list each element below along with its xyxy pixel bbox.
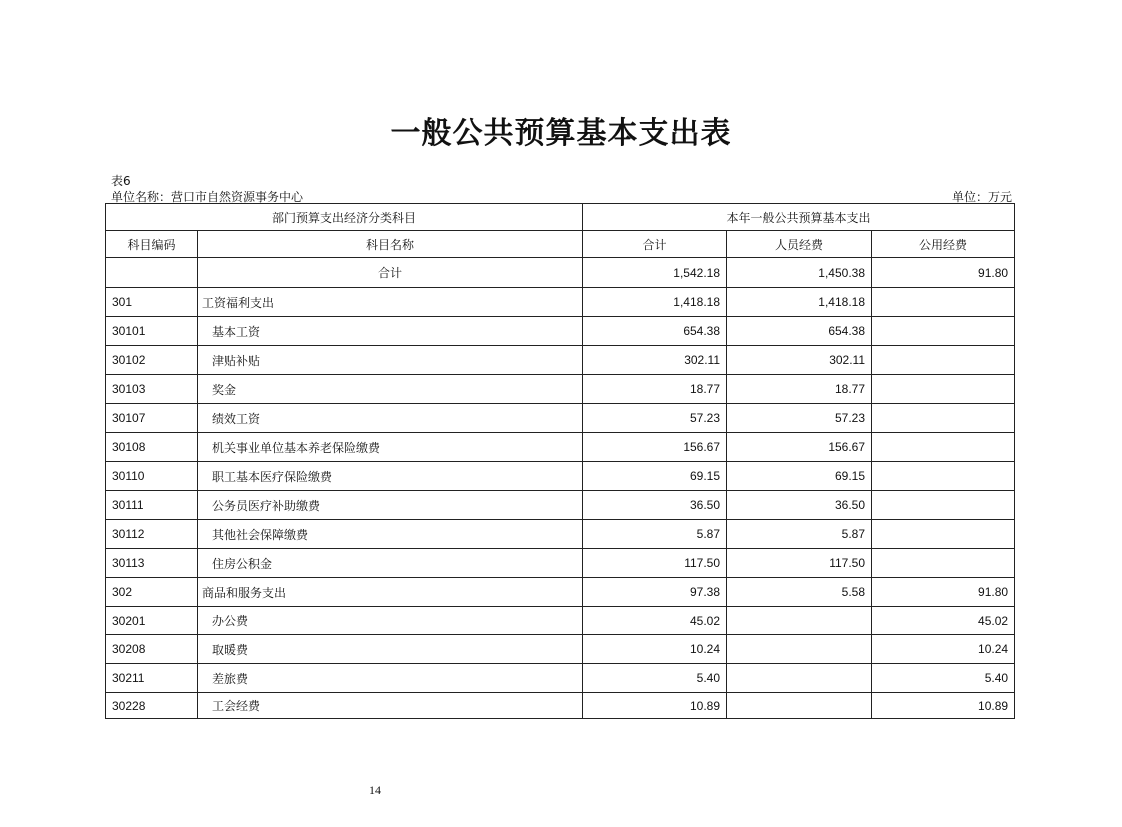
table-row: [106, 375, 1015, 404]
header-group-left: 部门预算支出经济分类科目: [106, 204, 583, 231]
row-name: 基本工资: [198, 317, 583, 346]
row-public: [872, 346, 1015, 375]
table-row: [106, 664, 1015, 693]
row-public: [872, 491, 1015, 520]
row-personnel: 5.87: [727, 520, 872, 549]
row-code: 30113: [106, 549, 198, 578]
row-name: 职工基本医疗保险缴费: [198, 462, 583, 491]
row-total: 18.77: [583, 375, 727, 404]
header-group-right: 本年一般公共预算基本支出: [583, 204, 1015, 231]
row-code: 30111: [106, 491, 198, 520]
row-total: 10.24: [583, 635, 727, 664]
row-name: 奖金: [198, 375, 583, 404]
row-code: 30228: [106, 693, 198, 719]
row-personnel: [727, 664, 872, 693]
row-personnel: 117.50: [727, 549, 872, 578]
unit-name: 单位名称：营口市自然资源事务中心: [111, 190, 304, 204]
row-total: 654.38: [583, 317, 727, 346]
row-personnel: 5.58: [727, 578, 872, 607]
total-code-cell: [106, 258, 198, 288]
header-public: 公用经费: [872, 231, 1015, 258]
row-public: 5.40: [872, 664, 1015, 693]
row-total: 97.38: [583, 578, 727, 607]
row-total: 302.11: [583, 346, 727, 375]
row-personnel: 69.15: [727, 462, 872, 491]
row-total: 36.50: [583, 491, 727, 520]
table-row: [106, 578, 1015, 607]
row-personnel: 1,418.18: [727, 288, 872, 317]
row-name: 差旅费: [198, 664, 583, 693]
budget-table: [105, 203, 1015, 719]
total-personnel: 1,450.38: [727, 258, 872, 288]
row-personnel: 654.38: [727, 317, 872, 346]
table-row: [106, 404, 1015, 433]
row-personnel: [727, 693, 872, 719]
total-row: [106, 258, 1015, 288]
row-total: 69.15: [583, 462, 727, 491]
row-code: 301: [106, 288, 198, 317]
row-name: 商品和服务支出: [198, 578, 583, 607]
row-name: 其他社会保障缴费: [198, 520, 583, 549]
row-total: 156.67: [583, 433, 727, 462]
header-code: 科目编码: [106, 231, 198, 258]
row-total: 5.40: [583, 664, 727, 693]
row-code: 30107: [106, 404, 198, 433]
row-name: 津贴补贴: [198, 346, 583, 375]
row-name: 办公费: [198, 607, 583, 635]
table-row: [106, 549, 1015, 578]
unit-label: 单位：万元: [951, 190, 1012, 204]
row-public: 91.80: [872, 578, 1015, 607]
row-public: 10.89: [872, 693, 1015, 719]
row-code: 30110: [106, 462, 198, 491]
row-code: 30208: [106, 635, 198, 664]
row-name: 公务员医疗补助缴费: [198, 491, 583, 520]
row-public: 45.02: [872, 607, 1015, 635]
row-personnel: 57.23: [727, 404, 872, 433]
row-personnel: 36.50: [727, 491, 872, 520]
row-total: 1,418.18: [583, 288, 727, 317]
row-name: 取暖费: [198, 635, 583, 664]
header-row-group: [106, 204, 1015, 231]
table-row: [106, 433, 1015, 462]
header-personnel: 人员经费: [727, 231, 872, 258]
table-row: [106, 317, 1015, 346]
header-total: 合计: [583, 231, 727, 258]
page-number: 14: [369, 783, 381, 797]
row-name: 工资福利支出: [198, 288, 583, 317]
row-personnel: 156.67: [727, 433, 872, 462]
row-total: 10.89: [583, 693, 727, 719]
row-public: [872, 520, 1015, 549]
row-public: [872, 404, 1015, 433]
row-personnel: [727, 607, 872, 635]
row-code: 30201: [106, 607, 198, 635]
row-code: 30103: [106, 375, 198, 404]
table-row: [106, 491, 1015, 520]
row-total: 117.50: [583, 549, 727, 578]
row-personnel: 18.77: [727, 375, 872, 404]
total-total: 1,542.18: [583, 258, 727, 288]
table-row: [106, 346, 1015, 375]
row-code: 302: [106, 578, 198, 607]
row-total: 57.23: [583, 404, 727, 433]
row-total: 45.02: [583, 607, 727, 635]
table-row: [106, 288, 1015, 317]
table-row: [106, 520, 1015, 549]
row-personnel: [727, 635, 872, 664]
row-public: [872, 288, 1015, 317]
row-total: 5.87: [583, 520, 727, 549]
header-name: 科目名称: [198, 231, 583, 258]
table-row: [106, 635, 1015, 664]
table-row: [106, 693, 1015, 719]
row-code: 30102: [106, 346, 198, 375]
total-label: 合计: [198, 258, 583, 288]
row-name: 绩效工资: [198, 404, 583, 433]
row-code: 30112: [106, 520, 198, 549]
row-public: 10.24: [872, 635, 1015, 664]
row-name: 住房公积金: [198, 549, 583, 578]
row-public: [872, 375, 1015, 404]
row-code: 30211: [106, 664, 198, 693]
total-public: 91.80: [872, 258, 1015, 288]
row-code: 30108: [106, 433, 198, 462]
row-name: 工会经费: [198, 693, 583, 719]
header-row-columns: [106, 231, 1015, 258]
page-title: 一般公共预算基本支出表: [390, 116, 732, 151]
row-public: [872, 549, 1015, 578]
row-code: 30101: [106, 317, 198, 346]
table-row: [106, 607, 1015, 635]
row-personnel: 302.11: [727, 346, 872, 375]
row-name: 机关事业单位基本养老保险缴费: [198, 433, 583, 462]
table-label: 表6: [111, 174, 131, 188]
row-public: [872, 433, 1015, 462]
table-row: [106, 462, 1015, 491]
row-public: [872, 462, 1015, 491]
row-public: [872, 317, 1015, 346]
